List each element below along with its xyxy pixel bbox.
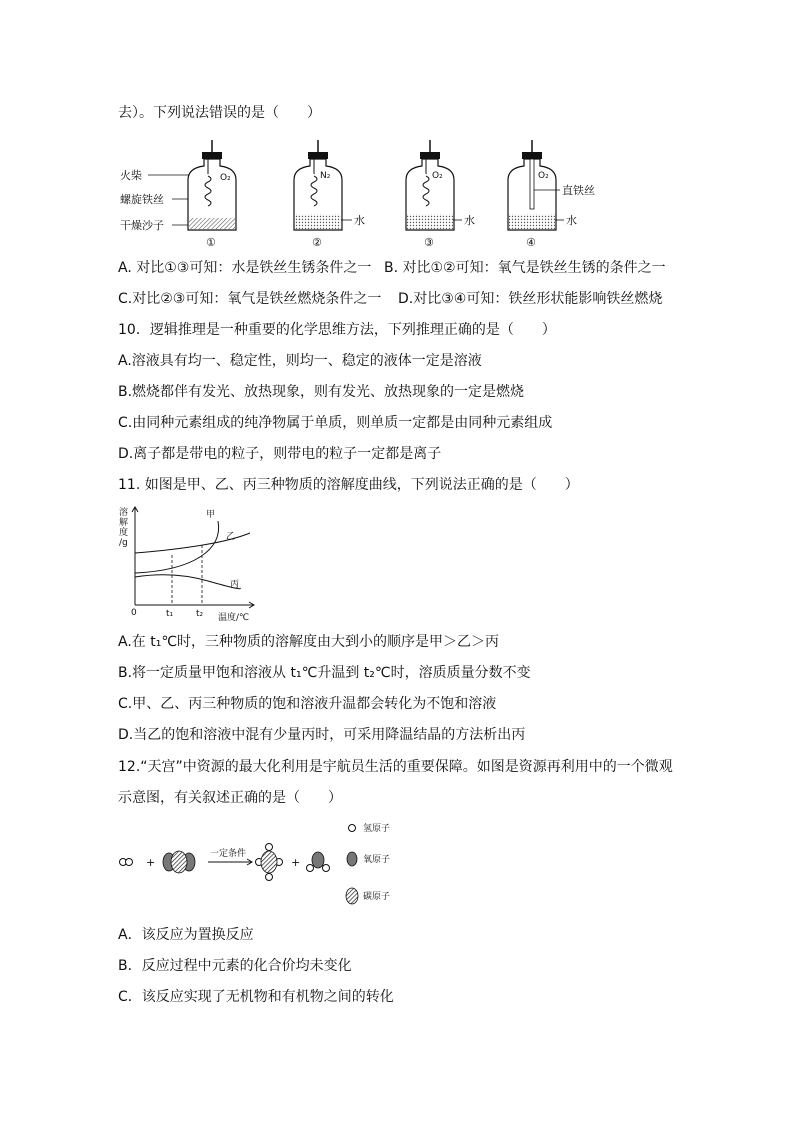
jar-1-number: ① xyxy=(206,236,216,249)
q11-option-a: A.在 t₁℃时，三种物质的溶解度由大到小的顺序是甲＞乙＞丙 xyxy=(118,634,500,650)
q9-option-d: D.对比③④可知：铁丝形状能影响铁丝燃烧 xyxy=(398,291,663,307)
jar-3-water-label: 水 xyxy=(464,214,475,227)
q9-jars-figure xyxy=(118,140,618,252)
curve-bing xyxy=(135,575,240,589)
reaction-condition: 一定条件 xyxy=(210,849,247,859)
q9-option-a: A. 对比①③可知：水是铁丝生锈条件之一 xyxy=(118,260,372,276)
curve-label-jia: 甲 xyxy=(206,510,216,520)
q10-option-b: B.燃烧都伴有发光、放热现象，则有发光、放热现象的一定是燃烧 xyxy=(118,384,525,400)
plus-sign-1: + xyxy=(146,856,156,869)
legend xyxy=(346,822,390,904)
label-spiral-wire: 螺旋铁丝 xyxy=(120,193,164,206)
q10-option-d: D.离子都是带电的粒子，则带电的粒子一定都是离子 xyxy=(118,446,442,462)
tick-t1: t₁ xyxy=(166,609,174,619)
jar-2-water-label: 水 xyxy=(354,214,365,227)
y-axis-label-3: 度 xyxy=(119,528,129,538)
q12-option-a: A．该反应为置换反应 xyxy=(118,927,254,943)
legend-oxygen: 氧原子 xyxy=(363,855,391,865)
jar-4-water-label: 水 xyxy=(566,214,577,227)
solubility-curve-chart xyxy=(118,505,258,623)
q11-option-d: D.当乙的饱和溶液中混有少量丙时，可采用降温结晶的方法析出丙 xyxy=(118,727,526,743)
curve-jia xyxy=(135,521,219,573)
methane-molecule xyxy=(256,844,283,881)
q9-stem: 去）。下列说法错误的是（ ） xyxy=(118,105,321,121)
legend-carbon: 碳原子 xyxy=(363,892,391,902)
label-match: 火柴 xyxy=(120,169,142,182)
jar-1 xyxy=(188,140,236,249)
q9-option-c: C.对比②③可知：氧气是铁丝燃烧条件之一 xyxy=(118,291,382,307)
y-axis-label-4: /g xyxy=(119,538,128,548)
q11-option-b: B.将一定质量甲饱和溶液从 t₁℃升温到 t₂℃时，溶质质量分数不变 xyxy=(118,665,531,681)
y-axis-label-1: 溶 xyxy=(119,508,129,518)
q10-option-c: C.由同种元素组成的纯净物属于单质，则单质一定都是由同种元素组成 xyxy=(118,415,553,431)
q12-option-c: C．该反应实现了无机物和有机物之间的转化 xyxy=(118,989,394,1005)
q10-stem: 10．逻辑推理是一种重要的化学思维方法，下列推理正确的是（ ） xyxy=(118,322,556,338)
q12-reaction-diagram xyxy=(118,818,408,910)
tick-t2: t₂ xyxy=(196,609,204,619)
jar-4-gas: O₂ xyxy=(538,171,549,181)
curve-label-bing: 丙 xyxy=(230,580,240,590)
q11-option-c: C.甲、乙、丙三种物质的饱和溶液升温都会转化为不饱和溶液 xyxy=(118,696,497,712)
q11-stem: 11. 如图是甲、乙、丙三种物质的溶解度曲线，下列说法正确的是（ ） xyxy=(118,477,579,493)
curve-label-yi: 乙 xyxy=(226,532,236,542)
origin-label: 0 xyxy=(131,608,137,618)
jar-4 xyxy=(508,140,595,249)
label-dry-sand: 干燥沙子 xyxy=(120,219,164,232)
q10-option-a: A.溶液具有均一、稳定性，则均一、稳定的液体一定是溶液 xyxy=(118,353,482,369)
jar-3-number: ③ xyxy=(424,236,434,249)
q12-stem-line-2: 示意图，有关叙述正确的是（ ） xyxy=(118,790,342,806)
q12-stem-line-1: 12.“天宫”中资源的最大化利用是宇航员生活的重要保障。如图是资源再利用中的一个微观 xyxy=(118,759,673,775)
q9-option-b: B. 对比①②可知：氧气是铁丝生锈的条件之一 xyxy=(384,260,666,276)
x-axis-label: 温度/℃ xyxy=(218,613,250,623)
jar-1-gas: O₂ xyxy=(220,173,231,183)
legend-hydrogen: 氢原子 xyxy=(363,824,391,834)
jar-4-straight-wire-label: 直铁丝 xyxy=(562,184,595,197)
water-molecule xyxy=(307,852,330,872)
jar-3-gas: O₂ xyxy=(432,171,443,181)
plus-sign-2: + xyxy=(291,856,301,869)
y-axis-label-2: 解 xyxy=(119,518,129,528)
jar-4-number: ④ xyxy=(526,236,536,249)
jar-3 xyxy=(406,140,475,249)
hydrogen-molecule xyxy=(120,859,133,866)
jar-2-gas: N₂ xyxy=(320,171,331,181)
jar-2-number: ② xyxy=(312,236,322,249)
jar-2 xyxy=(294,140,365,249)
q12-option-b: B．反应过程中元素的化合价均未变化 xyxy=(118,958,352,974)
carbon-dioxide-molecule xyxy=(163,851,195,873)
